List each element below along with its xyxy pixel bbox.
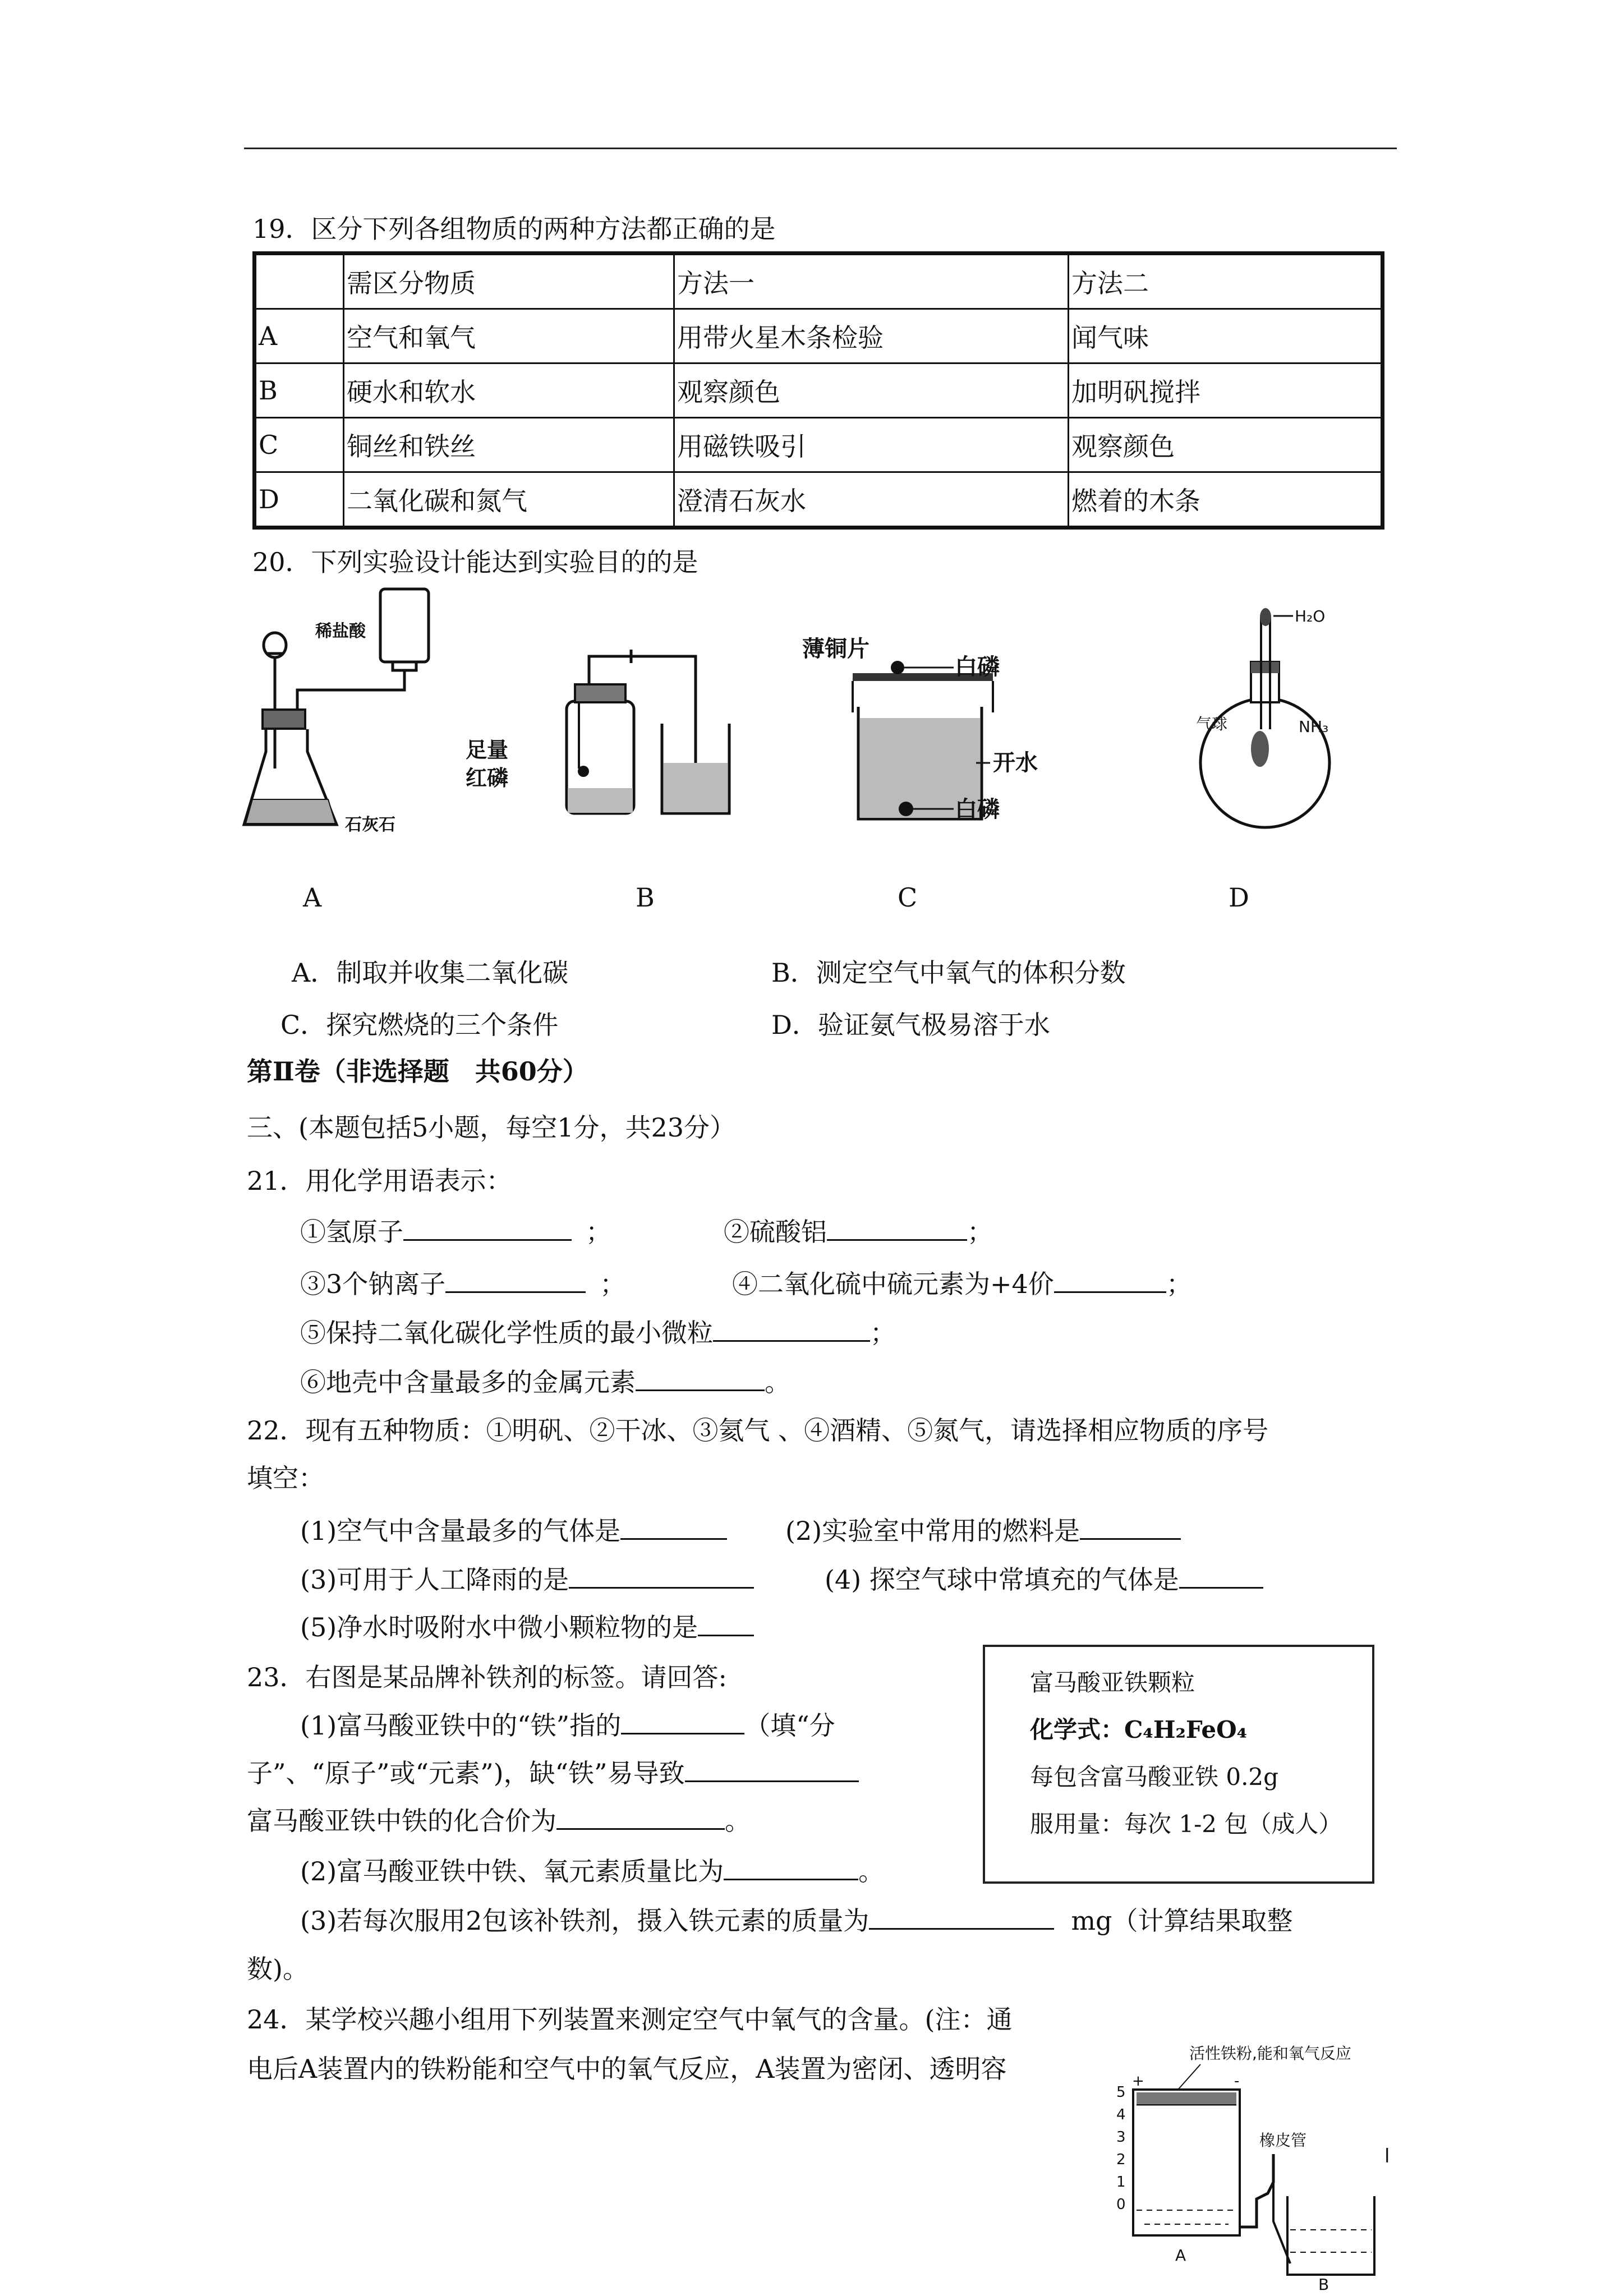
punct: ； [586, 1217, 611, 1247]
figure-letter-c: C [898, 882, 918, 913]
figure-b-oxygen-apparatus [449, 639, 740, 841]
figure-c-combustion-apparatus [785, 634, 1055, 841]
answer-blank[interactable] [827, 1214, 967, 1241]
q21-item-6-text: ⑥地壳中含量最多的金属元素 [300, 1367, 636, 1397]
punct: 。 [765, 1367, 790, 1397]
table-cell: 用带火星木条检验 [674, 309, 1069, 364]
punct: 。 [725, 1806, 751, 1836]
answer-blank[interactable] [620, 1513, 727, 1540]
answer-blank[interactable] [1080, 1513, 1181, 1540]
q21-item-1-text: ①氢原子 [300, 1217, 403, 1247]
table-row [255, 472, 1383, 528]
table-cell: C [255, 418, 344, 472]
section-3-heading: 三、(本题包括5小题，每空1分，共23分） [247, 1112, 736, 1143]
q23-stem: 23．右图是某品牌补铁剂的标签。请回答: [247, 1662, 728, 1692]
figure-letter-a: A [303, 882, 322, 913]
q23-line-1-text: (1)富马酸亚铁中的“铁”指的 [300, 1710, 622, 1741]
figure-q24-apparatus [1116, 2036, 1430, 2292]
q22-part-4 [825, 1562, 1263, 1596]
figure-letter-b: B [636, 882, 655, 913]
q22-stem-line-1: 22．现有五种物质：①明矾、②干冰、③氦气 、④酒精、⑤氮气，请选择相应物质的序号 [247, 1415, 1269, 1446]
q24-right-mark: l [1384, 2145, 1390, 2168]
answer-blank[interactable] [403, 1214, 572, 1241]
table-cell: 用磁铁吸引 [674, 418, 1069, 472]
fig-b-label-2: 红磷 [466, 766, 509, 790]
table-header-row [255, 254, 1383, 309]
table-cell: 铜丝和铁丝 [344, 418, 674, 472]
figure-letter-d: D [1229, 882, 1249, 913]
q24-plus-sign: + [1132, 2073, 1144, 2090]
q24-letter-a: A [1175, 2246, 1186, 2265]
label-content: 每包含富马酸亚铁 0.2g [1030, 1763, 1279, 1791]
fig-b-label-1: 足量 [466, 738, 509, 762]
table-cell: 加明矾搅拌 [1069, 364, 1383, 418]
answer-blank[interactable] [569, 1562, 754, 1589]
q21-item-2 [724, 1214, 993, 1249]
q22-part-3-text: (3)可用于人工降雨的是 [300, 1565, 569, 1595]
q21-item-4-text: ④二氧化硫中硫元素为+4价 [732, 1269, 1054, 1299]
q24-powder-label: 活性铁粉,能和氧气反应 [1189, 2044, 1351, 2063]
table-cell: 观察颜色 [674, 364, 1069, 418]
fig-d-ammonia-label: NH₃ [1299, 717, 1329, 736]
figure-d-ammonia-flask [1161, 595, 1363, 841]
fig-c-phosphorus-label-1: 白磷 [955, 654, 1000, 680]
q24-line-2: 电后A装置内的铁粉能和空气中的氧气反应，A装置为密闭、透明容 [247, 2054, 1007, 2084]
label-product-name: 富马酸亚铁颗粒 [1030, 1669, 1195, 1696]
table-row [255, 364, 1383, 418]
q23-line-3 [247, 1803, 751, 1838]
q20-option-c: C．探究燃烧的三个条件 [280, 1010, 559, 1040]
table-cell: 二氧化碳和氮气 [344, 472, 674, 528]
answer-blank[interactable] [713, 1315, 870, 1342]
q24-tube-label: 橡皮管 [1259, 2131, 1307, 2150]
answer-blank[interactable] [445, 1267, 586, 1293]
q23-line-4-text: (2)富马酸亚铁中铁、氧元素质量比为 [300, 1856, 724, 1887]
answer-blank[interactable] [685, 1756, 859, 1782]
table-cell: 闻气味 [1069, 309, 1383, 364]
table-row [255, 418, 1383, 472]
q23-line-5 [300, 1903, 1293, 1938]
q24-scale-1: 1 [1116, 2174, 1126, 2191]
table-cell: B [255, 364, 344, 418]
q22-part-1-text: (1)空气中含量最多的气体是 [300, 1516, 621, 1546]
table-cell: 硬水和软水 [344, 364, 674, 418]
header-rule [244, 148, 1397, 149]
q22-part-2 [785, 1513, 1181, 1548]
q21-item-6 [300, 1365, 790, 1399]
q24-scale-0: 0 [1116, 2196, 1126, 2213]
q24-line-1: 24．某学校兴趣小组用下列装置来测定空气中氧气的含量。(注：通 [247, 2004, 1013, 2035]
q21-item-3 [300, 1267, 625, 1301]
fig-c-copper-label: 薄铜片 [802, 636, 869, 662]
punct: 。 [858, 1856, 885, 1887]
answer-blank[interactable] [1054, 1267, 1166, 1293]
answer-blank[interactable] [621, 1708, 744, 1734]
q23-line-6: 数)。 [247, 1954, 309, 1984]
q24-scale-2: 2 [1116, 2151, 1126, 2168]
answer-blank[interactable] [1179, 1562, 1263, 1589]
table-cell: 观察颜色 [1069, 418, 1383, 472]
fig-c-phosphorus-label-2: 白磷 [955, 797, 1000, 822]
answer-blank[interactable] [636, 1365, 765, 1391]
table-cell: 澄清石灰水 [674, 472, 1069, 528]
q22-part-1 [300, 1513, 727, 1548]
q21-item-5 [300, 1315, 896, 1350]
q23-line-1 [300, 1708, 835, 1742]
supplement-label-box [983, 1645, 1374, 1884]
answer-blank[interactable] [724, 1854, 858, 1880]
punct: ； [600, 1269, 626, 1299]
q24-letter-b: B [1318, 2275, 1329, 2292]
table-row [255, 309, 1383, 364]
q21-stem: 21．用化学用语表示： [247, 1166, 512, 1196]
table-cell: A [255, 309, 344, 364]
q23-line-2-text: 子”、“原子”或“元素”)，缺“铁”易导致 [247, 1758, 685, 1788]
table-cell: 方法二 [1069, 254, 1383, 309]
table-cell: 燃着的木条 [1069, 472, 1383, 528]
q23-line-4 [300, 1854, 884, 1888]
fig-a-stone-label: 石灰石 [345, 815, 395, 835]
q21-item-1 [300, 1214, 611, 1249]
q22-part-3 [300, 1562, 754, 1596]
q23-line-3-text: 富马酸亚铁中铁的化合价为 [247, 1806, 556, 1836]
q22-part-5 [300, 1610, 754, 1644]
q23-line-1-tail: （填“分 [744, 1710, 835, 1741]
answer-blank[interactable] [698, 1610, 754, 1636]
q24-scale-4: 4 [1116, 2106, 1126, 2123]
punct: ； [1166, 1269, 1192, 1299]
punct: ； [870, 1318, 896, 1348]
q24-minus-sign: - [1234, 2073, 1240, 2090]
answer-blank[interactable] [556, 1803, 725, 1830]
q23-line-5-tail: mg（计算结果取整 [1071, 1906, 1293, 1936]
q22-part-4-text: (4) 探空气球中常填充的气体是 [825, 1565, 1179, 1595]
q20-stem: 20．下列实验设计能达到实验目的的是 [252, 547, 698, 577]
q21-item-3-text: ③3个钠离子 [300, 1269, 446, 1299]
fig-c-water-label: 开水 [993, 750, 1038, 776]
q20-option-b: B．测定空气中氧气的体积分数 [771, 958, 1126, 988]
q23-line-5-text: (3)若每次服用2包该补铁剂，摄入铁元素的质量为 [300, 1906, 869, 1936]
label-formula: 化学式：C₄H₂FeO₄ [1030, 1716, 1248, 1743]
q20-option-a: A．制取并收集二氧化碳 [292, 958, 569, 988]
table-cell [255, 254, 344, 309]
fig-a-acid-label: 稀盐酸 [315, 622, 366, 641]
table-cell: 空气和氧气 [344, 309, 674, 364]
fig-d-balloon-label: 气球 [1196, 715, 1228, 733]
q24-scale-3: 3 [1116, 2129, 1126, 2146]
answer-blank[interactable] [869, 1903, 1054, 1930]
table-cell: 需区分物质 [344, 254, 674, 309]
q23-line-2 [247, 1756, 859, 1790]
q21-item-5-text: ⑤保持二氧化碳化学性质的最小微粒 [300, 1318, 713, 1348]
q22-part-2-text: (2)实验室中常用的燃料是 [785, 1516, 1080, 1546]
q19-table [252, 251, 1384, 530]
q21-item-2-text: ②硫酸铝 [724, 1217, 827, 1247]
punct: ； [967, 1217, 993, 1247]
q22-part-5-text: (5)净水时吸附水中微小颗粒物的是 [300, 1612, 698, 1642]
table-cell: D [255, 472, 344, 528]
q24-scale-5: 5 [1116, 2084, 1126, 2101]
table-cell: 方法一 [674, 254, 1069, 309]
q22-stem-line-2: 填空： [247, 1463, 324, 1493]
q21-item-4 [732, 1267, 1192, 1301]
part-2-heading: 第Ⅱ卷（非选择题 共60分） [247, 1056, 588, 1087]
label-dosage: 服用量：每次 1-2 包（成人） [1030, 1810, 1342, 1838]
fig-d-water-label: H₂O [1295, 607, 1326, 625]
q20-option-d: D．验证氨气极易溶于水 [771, 1010, 1050, 1040]
q19-stem: 19．区分下列各组物质的两种方法都正确的是 [252, 214, 776, 244]
